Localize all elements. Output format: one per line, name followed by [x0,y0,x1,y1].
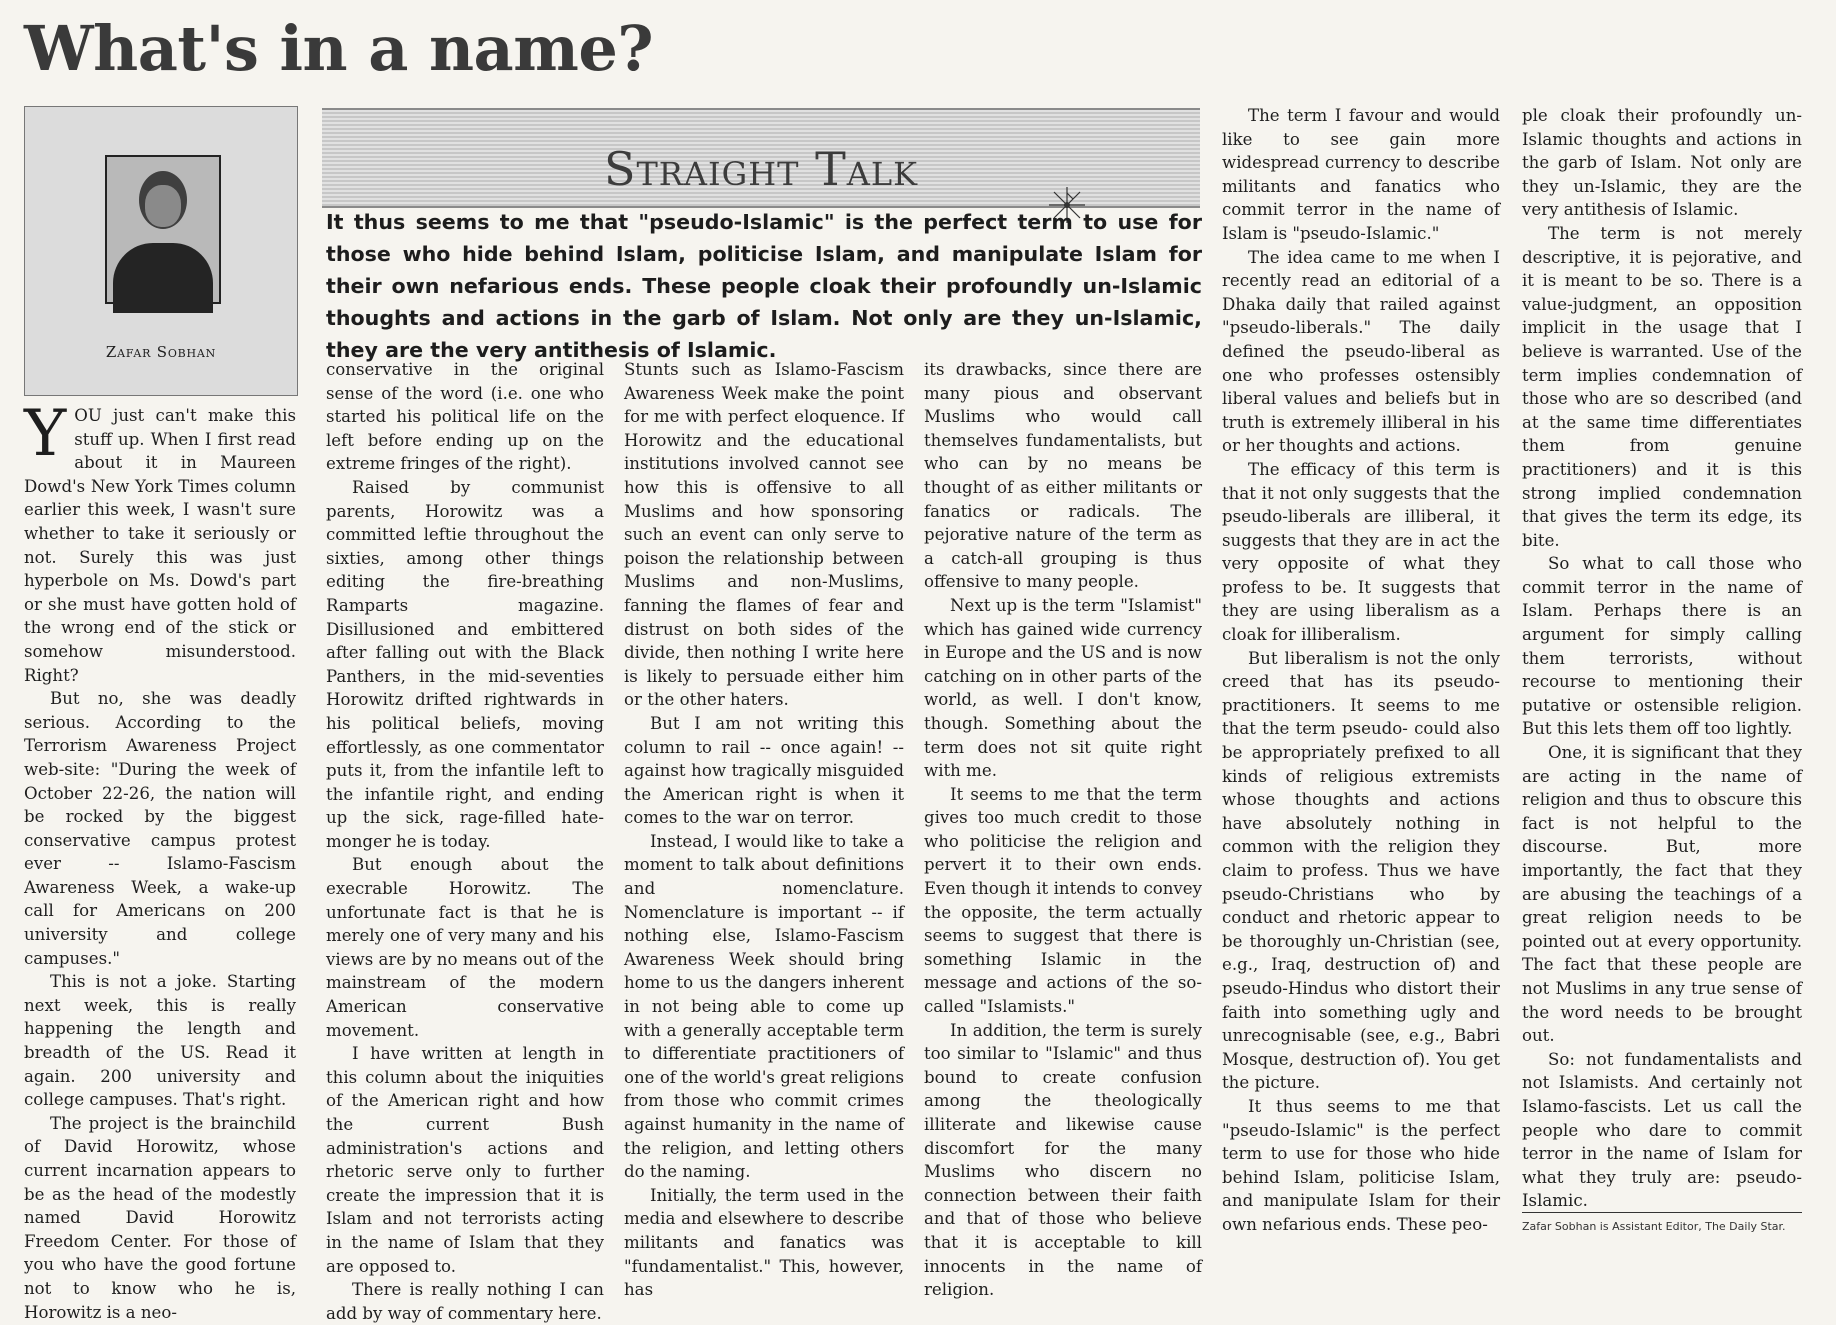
column-2-paragraph: I have written at length in this column about the iniquities of the American right and how the current Bush administration's actions and rhetoric serve only to further create the impression that it is Islam and not terrorists acting in the name of Islam that they are opposed to. [326,1044,604,1276]
column-1-paragraph: But no, she was deadly serious. According to the Terrorism Awareness Project web-site: "During the week of October 22-26, the nation will be rocked by the biggest conservative campus protest ever -- Islamo-Fascism Awareness Week, a wake-up call for Americans on 200 university and college campuses." [24,689,296,968]
column-5-paragraph: The efficacy of this term is that it not only suggests that the pseudo-liberals are illiberal, it suggests that they are in act the very opposite of what they profess to be. It suggests that they are using liberalism as a cloak for illiberalism. [1222,459,1500,645]
article-column-3 [624,358,904,1300]
author-photo [105,155,221,304]
column-4-paragraph: Next up is the term "Islamist" which has gained wide currency in Europe and the US and is now catching on in other parts of the world, as well. I don't know, though. Something about the term does not sit quite right with me. [924,595,1202,781]
drop-cap: Y [24,397,67,471]
column-6-paragraph: So what to call those who commit terror in the name of Islam. Perhaps there is an argument for simply calling them terrorists, without recourse to mentioning their putative or ostensible religion. But this lets them off too lightly. [1522,554,1802,739]
column-3-paragraph: Initially, the term used in the media and elsewhere to describe militants and fanatics was "fundamentalist." This, however, has [624,1185,904,1300]
column-1-paragraph: This is not a joke. Starting next week, this is really happening the length and breadth of the US. Read it again. 200 university and college campuses. That's right. [24,972,296,1110]
headline: What's in a name? [24,12,654,85]
column-3-paragraph: But I am not writing this column to rail -- once again! -- against how tragically misguided the American right is when it comes to the war on terror. [624,713,904,828]
pull-quote: It thus seems to me that "pseudo-Islamic" is the perfect term to use for those who hide behind Islam, politicise Islam, and manipulate Islam for their own nefarious ends. These people cloak their profoundly un-Islamic thoughts and actions in the garb of Islam. Not only are they un-Islamic, they are the very antithesis of Islamic. [326,210,1202,362]
column-2-paragraph: conservative in the original sense of the word (i.e. one who started his political life on the left before ending up on the extreme fringes of the right). [326,360,604,474]
column-2-paragraph: There is really nothing I can add by way of commentary here. [326,1280,604,1323]
column-4-paragraph: In addition, the term is surely too similar to "Islamic" and thus bound to create confusion among the theologically illiterate and likewise cause discomfort for the many Muslims who discern no connection between their faith and that of those who believe that it is acceptable to kill innocents in the name of religion. [924,1020,1202,1300]
article-column-1 [24,397,296,1322]
column-1-paragraph: YOU just can't make this stuff up. When I first read about it in Maureen Dowd's New York Times column earlier this week, I wasn't sure whether to take it seriously or not. Surely this was just hyperbole on Ms. Dowd's part or she must have gotten hold of the wrong end of the stick or somehow misunderstood. Right? [24,397,296,685]
column-6-paragraph: One, it is significant that they are acting in the name of religion and thus to obscure this fact is not helpful to the discourse. But, more importantly, the fact that they are abusing the teachings of a great religion needs to be pointed out at every opportunity. The fact that these people are not Muslims in any true sense of the word needs to be brought out. [1522,743,1802,1046]
author-credit: Zafar Sobhan is Assistant Editor, The Daily Star. [1522,1220,1786,1233]
column-5-paragraph: But liberalism is not the only creed that has its pseudo-practitioners. It seems to me that the term pseudo- could also be appropriately prefixed to all kinds of religious extremists whose thoughts and actions have absolutely nothing in common with the religion they claim to profess. Thus we have pseudo-Christians who by conduct and rhetoric appear to be thoroughly un-Christian (see, e.g., Iraq, destruction of) and pseudo-Hindus who distort their faith into something ugly and unrecognisable (see, e.g., Babri Mosque, destruction of). You get the picture. [1222,648,1500,1093]
author-name: Zafar Sobhan [105,343,217,361]
column-5-paragraph: The idea came to me when I recently read an editorial of a Dhaka daily that railed against "pseudo-liberals." The daily defined the pseudo-liberal as one who professes ostensibly liberal values and beliefs but in truth is extremely illiberal in his or her thoughts and actions. [1222,247,1500,456]
column-2-paragraph: But enough about the execrable Horowitz. The unfortunate fact is that he is merely one of very many and his views are by no means out of the mainstream of the modern American conservative movement. [326,855,604,1040]
article-column-5 [1222,104,1500,1246]
column-6-paragraph: ple cloak their profoundly un-Islamic thoughts and actions in the garb of Islam. Not only are they un-Islamic, they are the very antithesis of Islamic. [1522,106,1802,220]
column-5-paragraph: The term I favour and would like to see gain more widespread currency to describe militants and fanatics who commit terror in the name of Islam is "pseudo-Islamic." [1222,106,1500,243]
column-1-paragraph: The project is the brainchild of David Horowitz, whose current incarnation appears to be as the head of the modestly named David Horowitz Freedom Center. For those of you who have the good fortune not to know who he is, Horowitz is a neo- [24,1113,296,1322]
article-column-4 [924,358,1202,1300]
article-column-6 [1522,104,1802,1211]
section-title: Straight Talk [603,142,919,196]
column-6-paragraph: The term is not merely descriptive, it is pejorative, and it is meant to be so. There is a value-judgment, an opposition implicit in the usage that I believe is warranted. Use of the term implies condemnation of those who are so described (and at the same time differentiates them from genuine practitioners) and it is this strong implied condemnation that gives the term its edge, its bite. [1522,223,1802,550]
column-3-paragraph: Instead, I would like to take a moment to talk about definitions and nomenclature. Nomenclature is important -- if nothing else, Islamo-Fascism Awareness Week should bring home to us the dangers inherent in not being able to come up with a generally acceptable term to differentiate practitioners of one of the world's great religions from those who commit crimes against humanity in the name of the religion, and letting others do the naming. [624,831,904,1182]
column-6-paragraph: So: not fundamentalists and not Islamists. And certainly not Islamo-fascists. Let us call the people who dare to commit terror in the name of Islam for what they truly are: pseudo-Islamic. [1522,1049,1802,1211]
column-4-paragraph: its drawbacks, since there are many pious and observant Muslims who would call themselves fundamentalists, but who can by no means be thought of as either militants or fanatics or radicals. The pejorative nature of the term as a catch-all grouping is thus offensive to many people. [924,360,1202,592]
column-5-paragraph: It thus seems to me that "pseudo-Islamic" is the perfect term to use for those who hide behind Islam, politicise Islam, and manipulate Islam for their own nefarious ends. These peo- [1222,1096,1500,1234]
column-3-paragraph: Stunts such as Islamo-Fascism Awareness Week make the point for me with perfect eloquence. If Horowitz and the educational institutions involved cannot see how this is offensive to all Muslims and how sponsoring such an event can only serve to poison the relationship between Muslims and non-Muslims, fanning the flames of fear and distrust on both sides of the divide, then nothing I write here is likely to persuade either him or the other haters. [624,360,904,710]
column-4-paragraph: It seems to me that the term gives too much credit to those who politicise the religion and pervert it to their own ends. Even though it intends to convey the opposite, the term actually seems to suggest that there is something Islamic in the message and actions of the so-called "Islamists." [924,784,1202,1017]
footer-rule [1522,1212,1802,1213]
author-box [24,106,298,396]
article-column-2 [326,358,604,1323]
column-2-paragraph: Raised by communist parents, Horowitz was a committed leftie throughout the sixties, among other things editing the fire-breathing Ramparts magazine. Disillusioned and embittered after falling out with the Black Panthers, in the mid-seventies Horowitz drifted rightwards in his political beliefs, moving effortlessly, as one commentator puts it, from the infantile left to the infantile right, and ending up the sick, rage-filled hate-monger he is today. [326,477,604,851]
section-banner [322,108,1200,208]
